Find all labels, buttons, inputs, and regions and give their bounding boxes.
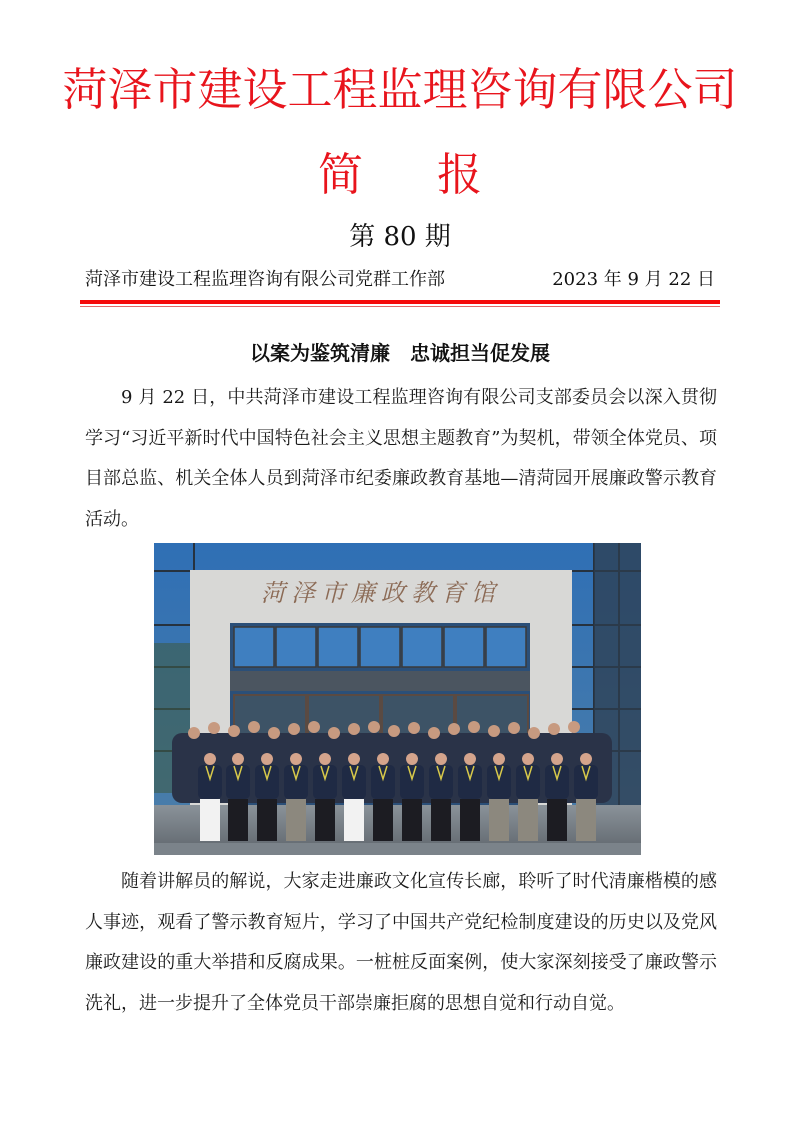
publication-char-1: 简 <box>317 148 363 201</box>
red-divider-thin <box>80 306 720 307</box>
red-divider-thick <box>80 300 720 304</box>
article-title: 以案为鉴筑清廉 忠诚担当促发展 <box>250 341 550 365</box>
issue-date: 2023 年 9 月 22 日 <box>552 269 715 290</box>
publication-name <box>0 145 800 205</box>
building-sign: 菏泽市廉政教育馆 <box>261 579 501 607</box>
issue-number: 第 80 期 <box>349 222 451 252</box>
company-name: 菏泽市建设工程监理咨询有限公司 <box>62 63 738 116</box>
publication-char-2: 报 <box>437 148 483 201</box>
dept-date-row <box>85 266 715 294</box>
article-paragraph-1: 9 月 22 日，中共菏泽市建设工程监理咨询有限公司支部委员会以深入贯彻学习“习近平新时代中国特色社会主义思想主题教育”为契机，带领全体党员、项目部总监、机关全体人员到菏泽市纪委廉政教育基地—清菏园开展廉政警示教育活动。 <box>85 387 717 530</box>
article-paragraph-2: 随着讲解员的解说，大家走进廉政文化宣传长廊，聆听了时代清廉楷模的感人事迹，观看了警示教育短片，学习了中国共产党纪检制度建设的历史以及党风廉政建设的重大举措和反腐成果。一桩桩反面案例，使大家深刻接受了廉政警示洗礼，进一步提升了全体党员干部崇廉拒腐的思想自觉和行动自觉。 <box>85 871 717 1014</box>
department: 菏泽市建设工程监理咨询有限公司党群工作部 <box>85 269 445 290</box>
group-photo <box>154 543 641 855</box>
